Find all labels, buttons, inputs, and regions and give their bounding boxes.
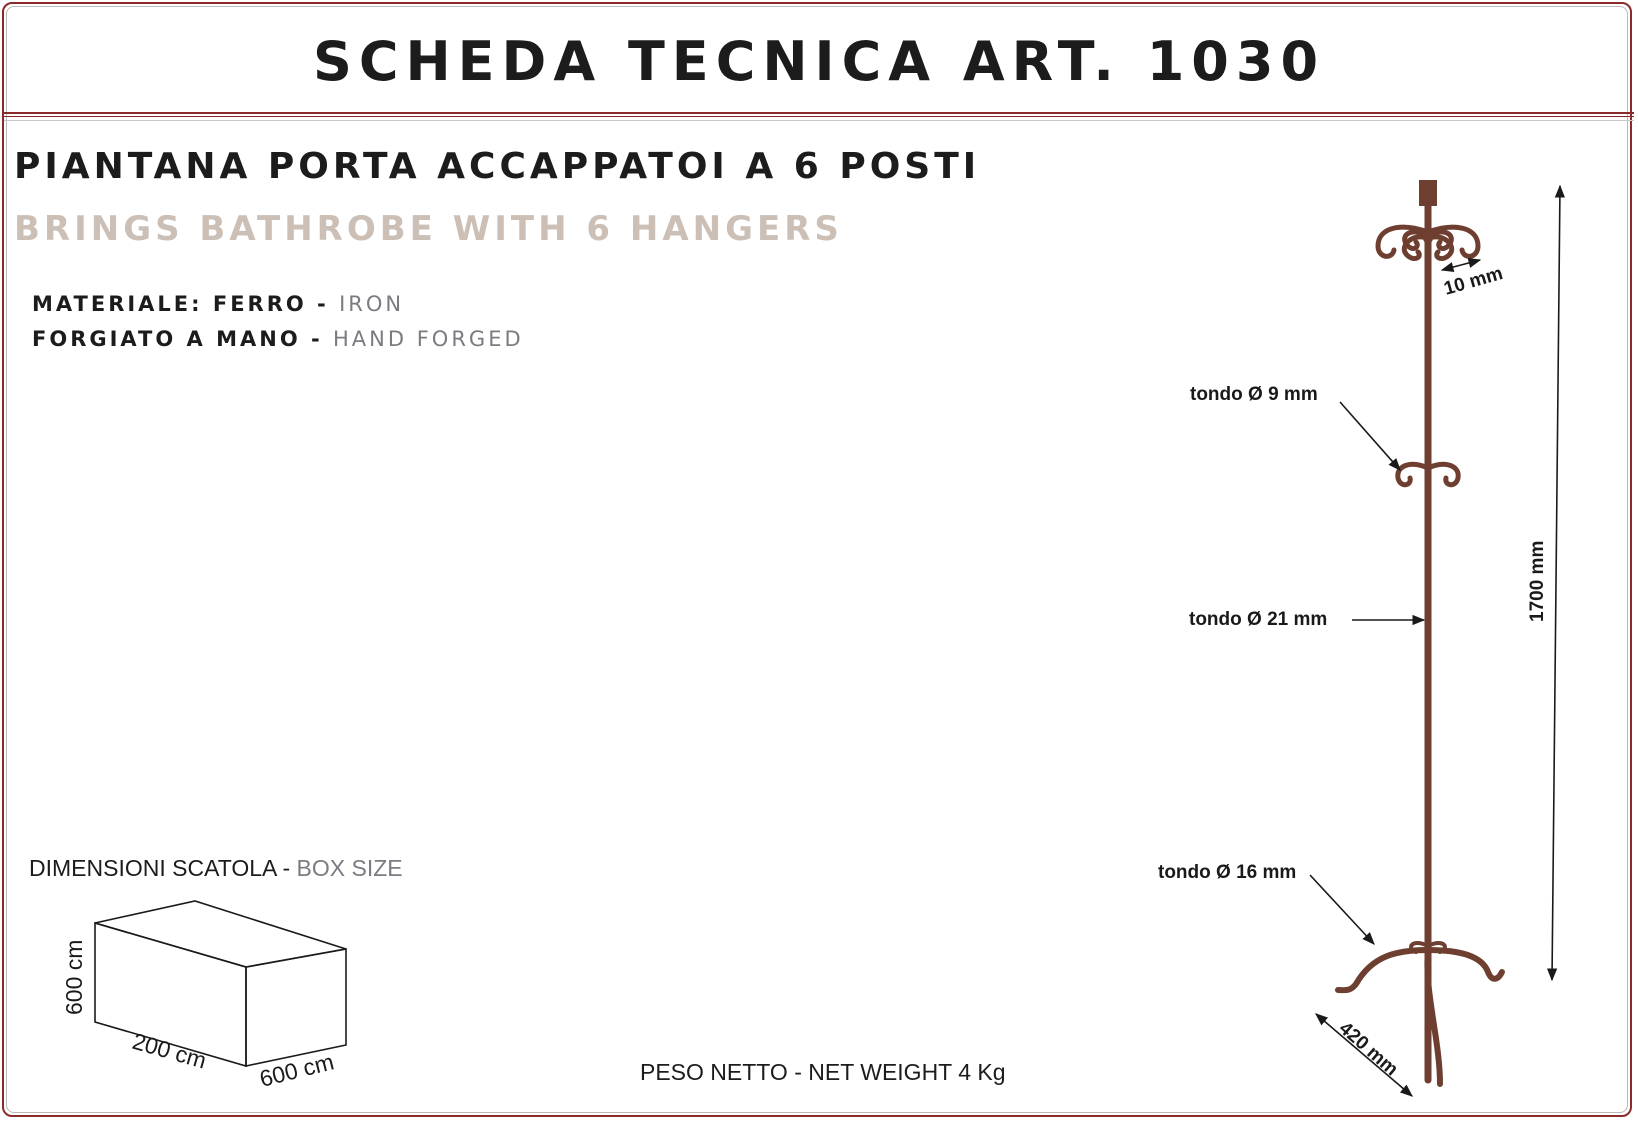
- dimension-lines: [1310, 186, 1560, 1096]
- spec-forging-italian: FORGIATO A MANO -: [32, 327, 334, 351]
- net-weight: PESO NETTO - NET WEIGHT 4 Kg: [640, 1059, 1006, 1085]
- base-round-leader: [1310, 875, 1374, 944]
- product-name-english: BRINGS BATHROBE WITH 6 HANGERS: [14, 209, 843, 249]
- box-width-label: 200 cm: [129, 1027, 210, 1074]
- box-height-label: 600 cm: [61, 939, 87, 1015]
- hook-round-label: tondo Ø 9 mm: [1190, 384, 1318, 405]
- box-size-label-italian: DIMENSIONI SCATOLA -: [29, 855, 297, 881]
- coat-stand: [1338, 180, 1502, 1084]
- product-name-italian: PIANTANA PORTA ACCAPPATOI A 6 POSTI: [14, 146, 981, 187]
- stand-base: [1338, 943, 1502, 1084]
- total-height-label: 1700 mm: [1527, 540, 1548, 622]
- base-width-label: 420 mm: [1334, 1017, 1402, 1081]
- spec-forging-english: HAND FORGED: [333, 327, 524, 351]
- base-round-label: tondo Ø 16 mm: [1158, 862, 1297, 883]
- total-height-dimension-line: [1552, 186, 1560, 980]
- stand-finial: [1419, 180, 1437, 206]
- box-depth-label: 600 cm: [256, 1048, 337, 1092]
- hook-width-dimension-line: [1442, 260, 1480, 270]
- spec-material-english: IRON: [339, 292, 405, 316]
- spec-material-italian: MATERIALE: FERRO -: [32, 292, 340, 316]
- page-title: SCHEDA TECNICA ART. 1030: [312, 30, 1326, 93]
- hook-width-label: 10 mm: [1441, 263, 1506, 300]
- box-size-label-english: BOX SIZE: [296, 855, 403, 881]
- pole-round-label: tondo Ø 21 mm: [1189, 609, 1328, 630]
- hook-round-leader: [1340, 402, 1400, 470]
